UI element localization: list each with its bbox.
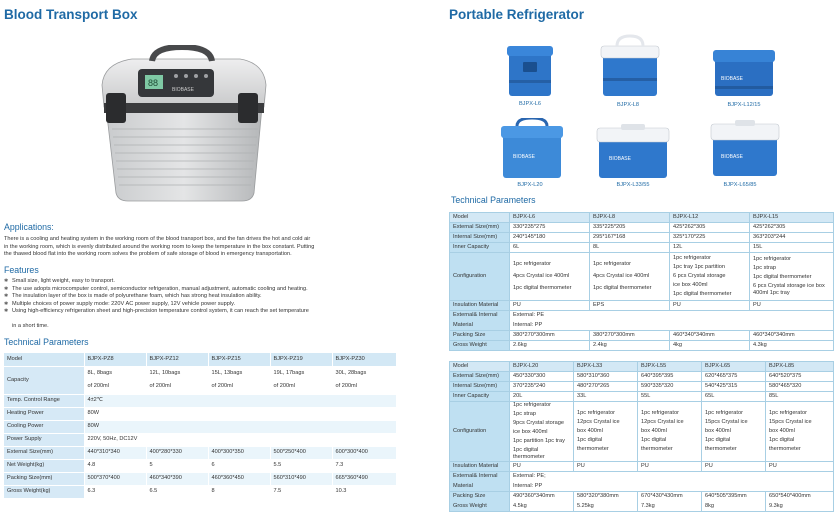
row-label xyxy=(450,311,510,331)
table-row xyxy=(450,301,834,311)
cell-line: 1pc refrigerator xyxy=(513,261,551,267)
cell-line: External: PE xyxy=(513,312,545,318)
table-cell: 380*270*300mm xyxy=(510,331,590,341)
table-cell xyxy=(84,366,146,394)
table-cell: 325*170*225 xyxy=(670,233,750,243)
brand-label: BIOBASE xyxy=(721,154,743,160)
table-cell: 80W xyxy=(84,420,396,433)
row-label: External Size(mm) xyxy=(450,372,510,382)
table-cell xyxy=(702,402,766,462)
table-cell: PU xyxy=(510,462,574,472)
table-cell: 580*310*360 xyxy=(574,372,638,382)
table-header-cell: Model xyxy=(4,353,84,366)
cell-line: box 400ml xyxy=(705,428,731,434)
image-caption: BJPX-L8 xyxy=(616,102,640,108)
device-brand: BIOBASE xyxy=(172,87,194,93)
table-row xyxy=(4,459,396,472)
cell-line: 19L, 17bags xyxy=(273,370,305,376)
cell-line: 1pc strap xyxy=(513,411,537,417)
feature-item: ✱ Using high-efficiency refrigeration sheet and high-precision temperature control system, it can reach the set temperature xyxy=(4,308,414,316)
table-row xyxy=(4,485,396,498)
product-image-bjpx-l65-85 xyxy=(707,118,773,192)
row-label: Gross Weight(kg) xyxy=(4,485,84,498)
table-cell: 370*235*240 xyxy=(510,382,574,392)
cell-line: of 200ml xyxy=(211,383,233,389)
cell-line: 1pc refrigerator xyxy=(753,256,791,262)
table-cell xyxy=(510,492,574,512)
table-header-cell: BJPX-PZ19 xyxy=(270,353,332,366)
cell-line: thermometer xyxy=(577,446,609,452)
cell-line: 1pc refrigerator xyxy=(593,261,631,267)
cell-line: of 200ml xyxy=(149,383,171,389)
table-cell: 580*465*320 xyxy=(766,382,834,392)
cell-line: 1pc digital thermometer xyxy=(753,274,812,280)
table-header-row xyxy=(450,362,834,372)
table-cell: 5 xyxy=(146,459,208,472)
table-cell: 540*425*315 xyxy=(702,382,766,392)
tech-params-heading: Technical Parameters xyxy=(4,337,89,347)
section-title: Blood Transport Box xyxy=(4,7,138,22)
image-caption: BJPX-L65/85 xyxy=(723,182,757,188)
section-title: Portable Refrigerator xyxy=(449,7,585,22)
row-label: Net Weight(kg) xyxy=(4,459,84,472)
brand-label: BIOBASE xyxy=(721,76,743,82)
table-cell xyxy=(332,366,396,394)
table-row xyxy=(450,462,834,472)
feature-item: ✱ Small size, light weight, easy to transport. xyxy=(4,278,414,286)
cell-line: ice box 400ml xyxy=(673,282,708,288)
cell-line: 1pc digital thermometer xyxy=(513,285,572,291)
cell-line: of 200ml xyxy=(335,383,357,389)
table-row xyxy=(450,341,834,351)
label-line: Material xyxy=(453,322,473,328)
cell-line: 670*430*430mm xyxy=(641,493,683,499)
table-cell: 12L xyxy=(670,243,750,253)
row-label: Power Supply xyxy=(4,433,84,446)
cell-line: 1pc refrigerator xyxy=(673,255,711,261)
display-reading: 88 xyxy=(148,78,159,88)
table-cell: 220V, 50Hz, DC12V xyxy=(84,433,396,446)
table-header-cell: Model xyxy=(450,213,510,223)
table-row xyxy=(4,433,396,446)
applications-line: There is a cooling and heating system in the working room of the blood transport box, and the fan drives the hot and cold air xyxy=(4,236,311,242)
cell-line: 580*320*380mm xyxy=(577,493,619,499)
table-cell: 10.3 xyxy=(332,485,396,498)
cooler-image xyxy=(497,40,563,100)
table-cell: 640*520*375 xyxy=(766,372,834,382)
applications-line: the thawed blood flat into the working room solves the problem of safe storage of blood in emergency transportation. xyxy=(4,251,292,258)
table-cell: 425*262*305 xyxy=(750,223,834,233)
table-cell xyxy=(702,492,766,512)
table-header-cell: BJPX-PZ30 xyxy=(332,353,396,366)
image-caption: BJPX-L6 xyxy=(518,101,542,107)
table-cell xyxy=(638,402,702,462)
table-header-cell: BJPX-PZ12 xyxy=(146,353,208,366)
table-cell: 335*225*205 xyxy=(590,223,670,233)
cell-line: 1pc strap xyxy=(753,265,777,271)
product-image-bjpx-l6 xyxy=(497,40,563,112)
row-label: External Size(mm) xyxy=(450,223,510,233)
cell-line: 1pc refrigerator xyxy=(769,410,807,416)
table-cell xyxy=(510,311,834,331)
table-cell: 425*262*305 xyxy=(670,223,750,233)
row-label: Internal Size(mm) xyxy=(450,233,510,243)
table-cell: 400*280*330 xyxy=(146,446,208,459)
cell-line: 650*540*400mm xyxy=(769,493,811,499)
features-list xyxy=(4,278,414,316)
table-cell: 460*360*450 xyxy=(208,472,270,485)
table-cell: 5.5 xyxy=(270,459,332,472)
table-cell xyxy=(638,492,702,512)
cell-line: 1pc partition 1pc tray xyxy=(513,438,565,444)
table-cell: 330*235*275 xyxy=(510,223,590,233)
row-label: External Size(mm) xyxy=(4,446,84,459)
table-cell: PU xyxy=(766,462,834,472)
cell-line: 1pc digital thermometer xyxy=(673,291,732,297)
row-label: Insulation Material xyxy=(450,462,510,472)
table-header-cell: BJPX-L55 xyxy=(638,362,702,372)
row-label: Capacity xyxy=(4,366,84,394)
table-cell: 8 xyxy=(208,485,270,498)
table-cell xyxy=(510,402,574,462)
table-row xyxy=(4,407,396,420)
table-header-cell: BJPX-PZ15 xyxy=(208,353,270,366)
table-cell: 600*300*400 xyxy=(332,446,396,459)
table-row xyxy=(450,392,834,402)
cooler-image xyxy=(711,46,777,100)
brand-label: BIOBASE xyxy=(513,154,535,160)
row-label: Inner Capacity xyxy=(450,392,510,402)
cell-line: box 400ml xyxy=(641,428,667,434)
cell-line: 1pc tray 1pc partition xyxy=(673,264,725,270)
cell-line: of 200ml xyxy=(87,383,109,389)
cell-line: thermometer xyxy=(641,446,673,452)
table-header-cell: Model xyxy=(450,362,510,372)
table-header-cell: BJPX-L8 xyxy=(590,213,670,223)
applications-text xyxy=(4,236,414,259)
table-cell: 500*370*400 xyxy=(84,472,146,485)
table-row xyxy=(450,402,834,462)
table-cell xyxy=(574,492,638,512)
row-label: Configuration xyxy=(450,253,510,301)
features-heading: Features xyxy=(4,265,39,275)
table-row xyxy=(450,372,834,382)
table-row xyxy=(450,253,834,301)
table-cell: 590*335*320 xyxy=(638,382,702,392)
table-cell xyxy=(590,253,670,301)
brand-label: BIOBASE xyxy=(609,156,631,162)
cooler-image xyxy=(595,120,671,180)
cell-line: of 200ml xyxy=(273,383,295,389)
table-cell: 15L xyxy=(750,243,834,253)
table-cell: PU xyxy=(510,301,590,311)
table-cell: 2.4kg xyxy=(590,341,670,351)
table-cell: 363*203*244 xyxy=(750,233,834,243)
blood-transport-box-image xyxy=(92,45,272,203)
table-header-row xyxy=(4,353,396,366)
cell-line: 15pcs Crystal ice xyxy=(769,419,812,425)
table-row xyxy=(450,243,834,253)
table-row xyxy=(450,382,834,392)
tech-params-heading: Technical Parameters xyxy=(451,195,536,205)
applications-line: in the working room, which is evenly distributed around the working room to keep the temperature in the box constant. Putting xyxy=(4,243,315,250)
cell-line: 490*360*340mm xyxy=(513,493,555,499)
table-cell: 6.5 xyxy=(146,485,208,498)
cell-line: External: PE; xyxy=(513,473,546,479)
row-label: Gross Weight xyxy=(450,341,510,351)
cell-line: 12pcs Crystal ice xyxy=(641,419,684,425)
cell-line: box 400ml xyxy=(769,428,795,434)
table-row xyxy=(4,394,396,407)
blood-box-spec-table xyxy=(4,353,397,499)
row-label: Heating Power xyxy=(4,407,84,420)
table-cell: 80W xyxy=(84,407,396,420)
cell-line: 1pc refrigerator xyxy=(705,410,743,416)
cell-line: 1pc digital thermometer xyxy=(593,285,652,291)
cell-line: 6 pcs Crystal storage ice box 400ml 1pc tray xyxy=(753,283,825,296)
cell-line: 1pc digital thermometer xyxy=(513,447,545,460)
table-row xyxy=(450,472,834,492)
table-header-cell: BJPX-PZ8 xyxy=(84,353,146,366)
table-cell: PU xyxy=(702,462,766,472)
table-cell xyxy=(670,253,750,301)
row-label: Insulation Material xyxy=(450,301,510,311)
cell-line: 15pcs Crystal ice xyxy=(705,419,748,425)
table-cell: 640*395*395 xyxy=(638,372,702,382)
cell-line: 4pcs Crystal ice 400ml xyxy=(593,273,650,279)
table-cell: 560*310*490 xyxy=(270,472,332,485)
product-image-bjpx-l8 xyxy=(595,34,661,112)
cooler-image xyxy=(595,34,665,100)
row-label: Packing Size xyxy=(450,331,510,341)
product-image-bjpx-l33-55 xyxy=(595,120,661,192)
cell-line: 7.3kg xyxy=(641,503,655,509)
cooler-image xyxy=(497,118,567,180)
row-label: Cooling Power xyxy=(4,420,84,433)
table-cell: 65L xyxy=(702,392,766,402)
table-cell: 6L xyxy=(510,243,590,253)
table-cell: 33L xyxy=(574,392,638,402)
cell-line: 1pc refrigerator xyxy=(513,402,551,408)
table-cell: 6.3 xyxy=(84,485,146,498)
cell-line: box 400ml xyxy=(577,428,603,434)
table-header-cell: BJPX-L85 xyxy=(766,362,834,372)
table-cell xyxy=(750,253,834,301)
cell-line: Internal: PP xyxy=(513,322,543,328)
cell-line: ice box 400ml xyxy=(513,429,548,435)
table-cell: 500*250*400 xyxy=(270,446,332,459)
table-header-cell: BJPX-L20 xyxy=(510,362,574,372)
row-label xyxy=(450,472,510,492)
table-row xyxy=(450,492,834,512)
table-cell: 2.6kg xyxy=(510,341,590,351)
table-cell xyxy=(766,492,834,512)
table-cell: 8L xyxy=(590,243,670,253)
table-header-cell: BJPX-L6 xyxy=(510,213,590,223)
table-cell: 7.5 xyxy=(270,485,332,498)
table-row xyxy=(4,366,396,394)
table-cell: 460*340*340mm xyxy=(750,331,834,341)
image-caption: BJPX-L20 xyxy=(517,182,543,188)
table-cell: PU xyxy=(750,301,834,311)
table-cell: 4.8 xyxy=(84,459,146,472)
table-cell: PU xyxy=(638,462,702,472)
cell-line: 30L, 28bags xyxy=(335,370,367,376)
cell-line: 8kg xyxy=(705,503,715,509)
label-line: External& Internal xyxy=(453,473,498,479)
table-cell: 6 xyxy=(208,459,270,472)
table-cell: EPS xyxy=(590,301,670,311)
table-header-row xyxy=(450,213,834,223)
row-label: Configuration xyxy=(450,402,510,462)
cell-line: 4pcs Crystal ice 400ml xyxy=(513,273,570,279)
table-row xyxy=(4,472,396,485)
table-cell: 20L xyxy=(510,392,574,402)
applications-heading: Applications: xyxy=(4,222,54,232)
table-cell: 665*360*490 xyxy=(332,472,396,485)
image-caption: BJPX-L33/55 xyxy=(616,182,650,188)
table-cell: 450*330*300 xyxy=(510,372,574,382)
refrigerator-spec-table-1 xyxy=(449,212,834,351)
cell-line: 640*505*395mm xyxy=(705,493,747,499)
feature-item-continued: in a short time. xyxy=(12,323,49,329)
cell-line: 1pc digital xyxy=(769,437,795,443)
table-cell xyxy=(574,402,638,462)
table-header-cell: BJPX-L65 xyxy=(702,362,766,372)
cell-line: 15L, 13bags xyxy=(211,370,243,376)
cell-line: 1pc refrigerator xyxy=(577,410,615,416)
table-cell xyxy=(208,366,270,394)
feature-item: ✱ Multiple choices of power supply mode: 220V AC power supply, 12V vehicle power supply. xyxy=(4,301,414,309)
cell-line: 1pc refrigerator xyxy=(641,410,679,416)
product-image-bjpx-l12-15 xyxy=(711,46,777,112)
feature-item: ✱ The insulation layer of the box is made of polyurethane foam, which has strong heat insulation ability. xyxy=(4,293,414,301)
table-header-cell: BJPX-L12 xyxy=(670,213,750,223)
blood-transport-box-section xyxy=(4,0,414,514)
row-label: Inner Capacity xyxy=(450,243,510,253)
row-label: Internal Size(mm) xyxy=(450,382,510,392)
table-cell: 4kg xyxy=(670,341,750,351)
label-line: Material xyxy=(453,483,473,489)
table-row xyxy=(4,446,396,459)
table-cell: PU xyxy=(574,462,638,472)
table-cell xyxy=(146,366,208,394)
table-cell xyxy=(510,253,590,301)
cell-line: 1pc digital xyxy=(705,437,731,443)
feature-item: ✱ The use adopts microcomputer control, semiconductor refrigeration, manual adjustment, automatic cooling and heating. xyxy=(4,286,414,294)
cell-line: 9pcs Crystal storage xyxy=(513,420,564,426)
cell-line: 1pc digital xyxy=(577,437,603,443)
table-row xyxy=(4,420,396,433)
row-label xyxy=(450,492,510,512)
table-cell: 55L xyxy=(638,392,702,402)
cell-line: Internal: PP xyxy=(513,483,543,489)
refrigerator-spec-table-2 xyxy=(449,361,834,512)
row-label: Packing Size(mm) xyxy=(4,472,84,485)
label-line: Gross Weight xyxy=(453,503,487,509)
cell-line: thermometer xyxy=(705,446,737,452)
table-cell: 460*340*340mm xyxy=(670,331,750,341)
table-row xyxy=(450,223,834,233)
label-line: Packing Size xyxy=(453,493,486,499)
product-image-bjpx-l20 xyxy=(497,118,563,192)
table-row xyxy=(450,233,834,243)
cell-line: 12pcs Crystal ice xyxy=(577,419,620,425)
table-row xyxy=(450,331,834,341)
cooler-image xyxy=(707,118,783,180)
portable-refrigerator-section xyxy=(449,0,833,514)
row-label: Temp. Control Range xyxy=(4,394,84,407)
table-cell xyxy=(766,402,834,462)
cell-line: 1pc digital xyxy=(641,437,667,443)
table-cell xyxy=(510,472,834,492)
table-cell: 85L xyxy=(766,392,834,402)
table-cell: 295*167*168 xyxy=(590,233,670,243)
table-cell: 480*270*265 xyxy=(574,382,638,392)
table-header-cell: BJPX-L15 xyxy=(750,213,834,223)
cell-line: 4.5kg xyxy=(513,503,527,509)
cell-line: 12L, 10bags xyxy=(149,370,181,376)
table-cell: 7.3 xyxy=(332,459,396,472)
table-cell xyxy=(270,366,332,394)
table-cell: 440*310*340 xyxy=(84,446,146,459)
cell-line: 9.3kg xyxy=(769,503,783,509)
table-cell: 4±2℃ xyxy=(84,394,396,407)
table-header-cell: BJPX-L33 xyxy=(574,362,638,372)
table-row xyxy=(450,311,834,331)
table-cell: PU xyxy=(670,301,750,311)
cell-line: 8L, 8bags xyxy=(87,370,113,376)
image-caption: BJPX-L12/15 xyxy=(727,102,761,108)
label-line: External& Internal xyxy=(453,312,498,318)
table-cell: 4.3kg xyxy=(750,341,834,351)
cell-line: thermometer xyxy=(769,446,801,452)
table-cell: 400*300*350 xyxy=(208,446,270,459)
table-cell: 620*465*375 xyxy=(702,372,766,382)
cell-line: 6 pcs Crystal storage xyxy=(673,273,726,279)
table-cell: 240*145*180 xyxy=(510,233,590,243)
table-cell: 380*270*300mm xyxy=(590,331,670,341)
cell-line: 5.25kg xyxy=(577,503,594,509)
table-cell: 460*340*390 xyxy=(146,472,208,485)
